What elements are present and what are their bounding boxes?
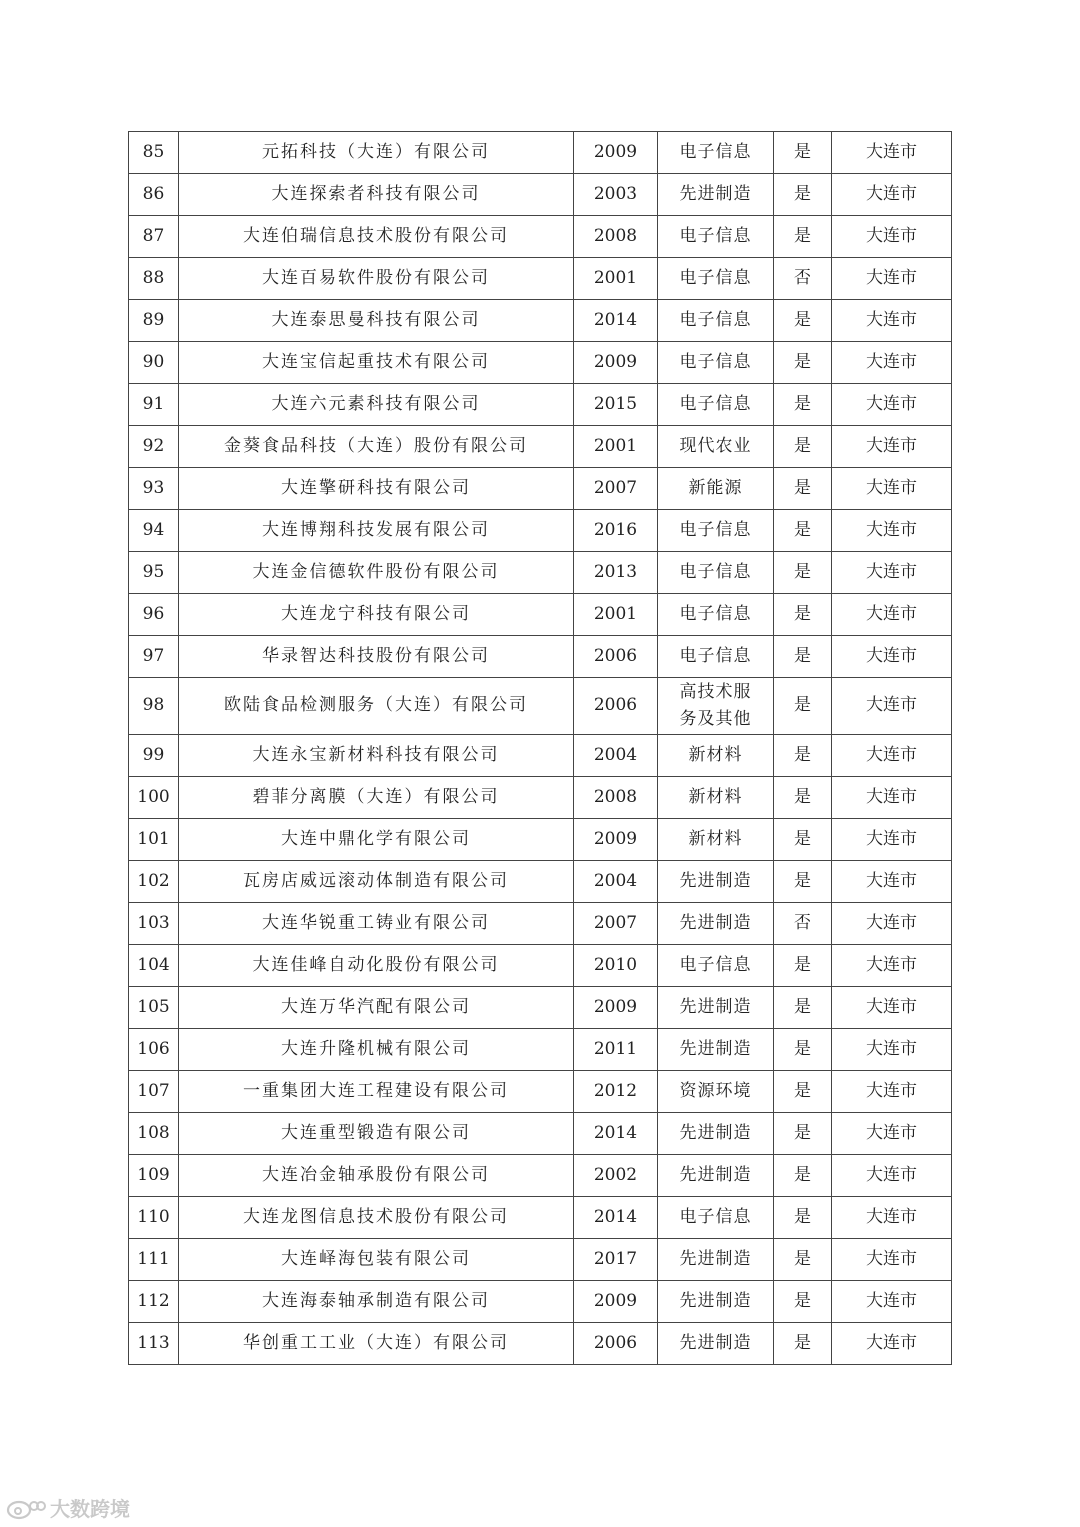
flag-value: 是 — [774, 1155, 832, 1197]
flag-value: 是 — [774, 1323, 832, 1365]
watermark-text: 大数跨境 — [50, 1497, 130, 1521]
table-row — [129, 1029, 952, 1071]
table-row — [129, 384, 952, 426]
row-number: 94 — [129, 510, 179, 552]
established-year: 2007 — [574, 903, 658, 945]
flag-value: 是 — [774, 426, 832, 468]
established-year: 2009 — [574, 987, 658, 1029]
company-name: 大连金信德软件股份有限公司 — [179, 552, 574, 594]
row-number: 99 — [129, 735, 179, 777]
established-year: 2004 — [574, 861, 658, 903]
company-name: 大连百易软件股份有限公司 — [179, 258, 574, 300]
established-year: 2001 — [574, 258, 658, 300]
industry: 先进制造 — [658, 1113, 774, 1155]
company-name: 大连冶金轴承股份有限公司 — [179, 1155, 574, 1197]
city: 大连市 — [832, 384, 952, 426]
row-number: 104 — [129, 945, 179, 987]
city: 大连市 — [832, 300, 952, 342]
row-number: 105 — [129, 987, 179, 1029]
industry: 先进制造 — [658, 1155, 774, 1197]
industry: 电子信息 — [658, 300, 774, 342]
flag-value: 是 — [774, 1071, 832, 1113]
city: 大连市 — [832, 510, 952, 552]
row-number: 86 — [129, 174, 179, 216]
flag-value: 是 — [774, 861, 832, 903]
established-year: 2009 — [574, 819, 658, 861]
established-year: 2009 — [574, 1281, 658, 1323]
established-year: 2003 — [574, 174, 658, 216]
company-name: 欧陆食品检测服务（大连）有限公司 — [179, 678, 574, 735]
table-row — [129, 300, 952, 342]
flag-value: 是 — [774, 552, 832, 594]
flag-value: 是 — [774, 987, 832, 1029]
established-year: 2015 — [574, 384, 658, 426]
row-number: 92 — [129, 426, 179, 468]
row-number: 89 — [129, 300, 179, 342]
industry: 先进制造 — [658, 987, 774, 1029]
company-name: 华创重工工业（大连）有限公司 — [179, 1323, 574, 1365]
company-name: 大连重型锻造有限公司 — [179, 1113, 574, 1155]
table-row — [129, 258, 952, 300]
established-year: 2001 — [574, 594, 658, 636]
row-number: 90 — [129, 342, 179, 384]
flag-value: 是 — [774, 945, 832, 987]
flag-value: 是 — [774, 132, 832, 174]
company-name: 大连探索者科技有限公司 — [179, 174, 574, 216]
industry: 先进制造 — [658, 861, 774, 903]
row-number: 95 — [129, 552, 179, 594]
city: 大连市 — [832, 819, 952, 861]
row-number: 110 — [129, 1197, 179, 1239]
city: 大连市 — [832, 132, 952, 174]
company-name: 大连伯瑞信息技术股份有限公司 — [179, 216, 574, 258]
flag-value: 是 — [774, 1029, 832, 1071]
company-name: 大连龙图信息技术股份有限公司 — [179, 1197, 574, 1239]
table-row — [129, 468, 952, 510]
flag-value: 是 — [774, 510, 832, 552]
industry: 先进制造 — [658, 1323, 774, 1365]
table-row — [129, 636, 952, 678]
established-year: 2007 — [574, 468, 658, 510]
city: 大连市 — [832, 468, 952, 510]
company-name: 大连博翔科技发展有限公司 — [179, 510, 574, 552]
flag-value: 是 — [774, 468, 832, 510]
row-number: 106 — [129, 1029, 179, 1071]
city: 大连市 — [832, 777, 952, 819]
industry: 先进制造 — [658, 174, 774, 216]
industry: 电子信息 — [658, 384, 774, 426]
established-year: 2010 — [574, 945, 658, 987]
city: 大连市 — [832, 1113, 952, 1155]
company-name: 碧菲分离膜（大连）有限公司 — [179, 777, 574, 819]
city: 大连市 — [832, 216, 952, 258]
table-row — [129, 342, 952, 384]
table-row — [129, 216, 952, 258]
established-year: 2014 — [574, 1197, 658, 1239]
city: 大连市 — [832, 945, 952, 987]
flag-value: 是 — [774, 300, 832, 342]
industry: 电子信息 — [658, 258, 774, 300]
flag-value: 是 — [774, 819, 832, 861]
established-year: 2008 — [574, 777, 658, 819]
company-name: 大连佳峰自动化股份有限公司 — [179, 945, 574, 987]
company-name: 大连宝信起重技术有限公司 — [179, 342, 574, 384]
city: 大连市 — [832, 1239, 952, 1281]
row-number: 88 — [129, 258, 179, 300]
table-row — [129, 1071, 952, 1113]
row-number: 102 — [129, 861, 179, 903]
industry: 电子信息 — [658, 945, 774, 987]
company-name: 大连擎研科技有限公司 — [179, 468, 574, 510]
row-number: 91 — [129, 384, 179, 426]
industry: 现代农业 — [658, 426, 774, 468]
company-name: 大连海泰轴承制造有限公司 — [179, 1281, 574, 1323]
row-number: 108 — [129, 1113, 179, 1155]
city: 大连市 — [832, 903, 952, 945]
established-year: 2013 — [574, 552, 658, 594]
flag-value: 是 — [774, 216, 832, 258]
city: 大连市 — [832, 1029, 952, 1071]
industry: 新能源 — [658, 468, 774, 510]
table-row — [129, 594, 952, 636]
flag-value: 否 — [774, 903, 832, 945]
table-row — [129, 1113, 952, 1155]
established-year: 2014 — [574, 300, 658, 342]
established-year: 2009 — [574, 342, 658, 384]
established-year: 2006 — [574, 1323, 658, 1365]
row-number: 107 — [129, 1071, 179, 1113]
row-number: 85 — [129, 132, 179, 174]
flag-value: 是 — [774, 174, 832, 216]
city: 大连市 — [832, 1071, 952, 1113]
flag-value: 是 — [774, 384, 832, 426]
established-year: 2004 — [574, 735, 658, 777]
weibo-logo-icon — [6, 1495, 46, 1521]
established-year: 2001 — [574, 426, 658, 468]
company-name: 金葵食品科技（大连）股份有限公司 — [179, 426, 574, 468]
flag-value: 是 — [774, 636, 832, 678]
flag-value: 是 — [774, 735, 832, 777]
company-name: 大连中鼎化学有限公司 — [179, 819, 574, 861]
company-name: 元拓科技（大连）有限公司 — [179, 132, 574, 174]
established-year: 2014 — [574, 1113, 658, 1155]
company-name: 大连升隆机械有限公司 — [179, 1029, 574, 1071]
city: 大连市 — [832, 1323, 952, 1365]
industry: 电子信息 — [658, 216, 774, 258]
row-number: 101 — [129, 819, 179, 861]
industry: 电子信息 — [658, 510, 774, 552]
city: 大连市 — [832, 1197, 952, 1239]
industry: 电子信息 — [658, 132, 774, 174]
industry: 先进制造 — [658, 1029, 774, 1071]
company-name: 大连峄海包装有限公司 — [179, 1239, 574, 1281]
row-number: 98 — [129, 678, 179, 735]
company-name: 大连华锐重工铸业有限公司 — [179, 903, 574, 945]
flag-value: 是 — [774, 1239, 832, 1281]
industry: 资源环境 — [658, 1071, 774, 1113]
table-row — [129, 861, 952, 903]
row-number: 111 — [129, 1239, 179, 1281]
company-name: 大连龙宁科技有限公司 — [179, 594, 574, 636]
row-number: 87 — [129, 216, 179, 258]
table-row — [129, 678, 952, 735]
company-table — [128, 131, 952, 1365]
row-number: 93 — [129, 468, 179, 510]
industry: 新材料 — [658, 735, 774, 777]
established-year: 2008 — [574, 216, 658, 258]
table-row — [129, 903, 952, 945]
industry: 电子信息 — [658, 552, 774, 594]
established-year: 2002 — [574, 1155, 658, 1197]
row-number: 103 — [129, 903, 179, 945]
industry: 电子信息 — [658, 594, 774, 636]
table-row — [129, 552, 952, 594]
city: 大连市 — [832, 1281, 952, 1323]
table-row — [129, 174, 952, 216]
company-name: 华录智达科技股份有限公司 — [179, 636, 574, 678]
company-name: 大连万华汽配有限公司 — [179, 987, 574, 1029]
city: 大连市 — [832, 342, 952, 384]
table-row — [129, 510, 952, 552]
flag-value: 是 — [774, 1197, 832, 1239]
table-row — [129, 819, 952, 861]
industry: 电子信息 — [658, 636, 774, 678]
established-year: 2006 — [574, 678, 658, 735]
city: 大连市 — [832, 1155, 952, 1197]
city: 大连市 — [832, 552, 952, 594]
table-row — [129, 1323, 952, 1365]
table-row — [129, 132, 952, 174]
established-year: 2006 — [574, 636, 658, 678]
company-name: 大连永宝新材料科技有限公司 — [179, 735, 574, 777]
industry: 先进制造 — [658, 903, 774, 945]
flag-value: 否 — [774, 258, 832, 300]
city: 大连市 — [832, 258, 952, 300]
city: 大连市 — [832, 735, 952, 777]
watermark — [6, 1493, 130, 1522]
row-number: 100 — [129, 777, 179, 819]
established-year: 2011 — [574, 1029, 658, 1071]
city: 大连市 — [832, 426, 952, 468]
row-number: 96 — [129, 594, 179, 636]
row-number: 112 — [129, 1281, 179, 1323]
industry: 新材料 — [658, 819, 774, 861]
industry: 高技术服务及其他 — [658, 678, 774, 735]
city: 大连市 — [832, 861, 952, 903]
company-name: 一重集团大连工程建设有限公司 — [179, 1071, 574, 1113]
table-row — [129, 1197, 952, 1239]
table-body — [129, 132, 952, 1365]
table-row — [129, 735, 952, 777]
table-row — [129, 1239, 952, 1281]
established-year: 2009 — [574, 132, 658, 174]
flag-value: 是 — [774, 678, 832, 735]
row-number: 97 — [129, 636, 179, 678]
flag-value: 是 — [774, 342, 832, 384]
industry: 电子信息 — [658, 342, 774, 384]
company-name: 大连六元素科技有限公司 — [179, 384, 574, 426]
table-row — [129, 426, 952, 468]
city: 大连市 — [832, 636, 952, 678]
table-row — [129, 945, 952, 987]
flag-value: 是 — [774, 1281, 832, 1323]
flag-value: 是 — [774, 777, 832, 819]
table-row — [129, 1281, 952, 1323]
established-year: 2017 — [574, 1239, 658, 1281]
row-number: 109 — [129, 1155, 179, 1197]
table-row — [129, 777, 952, 819]
table-row — [129, 1155, 952, 1197]
row-number: 113 — [129, 1323, 179, 1365]
table-row — [129, 987, 952, 1029]
industry: 电子信息 — [658, 1197, 774, 1239]
industry: 新材料 — [658, 777, 774, 819]
company-name: 大连泰思曼科技有限公司 — [179, 300, 574, 342]
industry: 先进制造 — [658, 1239, 774, 1281]
city: 大连市 — [832, 678, 952, 735]
industry: 先进制造 — [658, 1281, 774, 1323]
city: 大连市 — [832, 174, 952, 216]
established-year: 2012 — [574, 1071, 658, 1113]
city: 大连市 — [832, 987, 952, 1029]
flag-value: 是 — [774, 1113, 832, 1155]
established-year: 2016 — [574, 510, 658, 552]
city: 大连市 — [832, 594, 952, 636]
flag-value: 是 — [774, 594, 832, 636]
company-name: 瓦房店威远滚动体制造有限公司 — [179, 861, 574, 903]
